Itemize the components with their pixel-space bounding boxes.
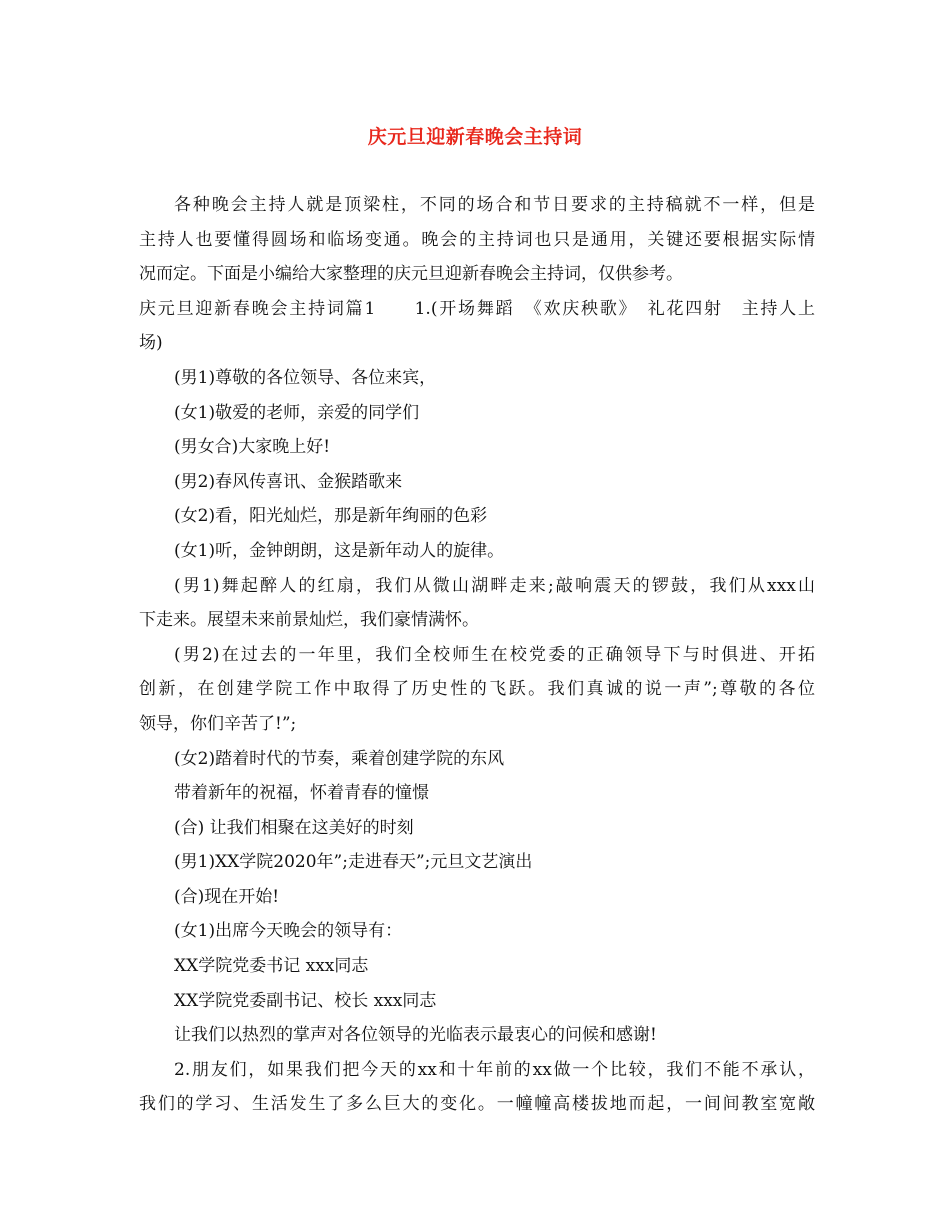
paragraph-line: 下走来。展望未来前景灿烂，我们豪情满怀。 — [139, 610, 479, 631]
paragraph-line: 创新，在创建学院工作中取得了历史性的飞跃。我们真诚的说一声”;尊敬的各位 — [139, 679, 815, 700]
paragraph-line: (男1)XX学院2020年”;走进春天”;元旦文艺演出 — [174, 852, 533, 873]
paragraph-line: (女1)出席今天晚会的领导有： — [174, 921, 403, 942]
paragraph-line: 我们的学习、生活发生了多么巨大的变化。一幢幢高楼拔地而起，一间间教室宽敞 — [139, 1094, 815, 1115]
document-title: 庆元旦迎新春晚会主持词 — [367, 126, 583, 148]
paragraph-line: 庆元旦迎新春晚会主持词篇1 1.(开场舞蹈 《欢庆秧歌》 礼花四射 主持人上 — [139, 298, 815, 319]
paragraph-line: 让我们以热烈的掌声对各位领导的光临表示最衷心的问候和感谢! — [174, 1025, 657, 1046]
paragraph-line: 领导，你们辛苦了!”; — [139, 713, 297, 734]
paragraph-line: (合)现在开始! — [174, 886, 280, 907]
paragraph-line: (女1)敬爱的老师，亲爱的同学们 — [174, 402, 420, 423]
paragraph-line: (男1)尊敬的各位领导、各位来宾， — [174, 367, 437, 388]
paragraph-line: (男女合)大家晚上好! — [174, 437, 331, 458]
paragraph-line: (男2)春风传喜讯、金猴踏歌来 — [174, 471, 403, 492]
paragraph-line: 场) — [139, 333, 163, 354]
paragraph-line: 各种晚会主持人就是顶梁柱，不同的场合和节日要求的主持稿就不一样，但是 — [174, 195, 815, 215]
document-body — [139, 188, 815, 1122]
paragraph-line: (合) 让我们相聚在这美好的时刻 — [174, 817, 414, 838]
paragraph-line: XX学院党委副书记、校长 xxx同志 — [174, 990, 437, 1011]
paragraph-line: (女2)看，阳光灿烂，那是新年绚丽的色彩 — [174, 506, 488, 527]
paragraph-line: (女1)听，金钟朗朗，这是新年动人的旋律。 — [174, 540, 505, 561]
paragraph-line: 况而定。下面是小编给大家整理的庆元旦迎新春晚会主持词，仅供参考。 — [139, 264, 683, 285]
paragraph-line: XX学院党委书记 xxx同志 — [174, 956, 369, 977]
paragraph-line: (男2)在过去的一年里，我们全校师生在校党委的正确领导下与时俱进、开拓 — [174, 644, 815, 665]
paragraph-line: (男1)舞起醉人的红扇，我们从微山湖畔走来;敲响震天的锣鼓，我们从xxx山 — [174, 575, 815, 596]
paragraph-line: 主持人也要懂得圆场和临场变通。晚会的主持词也只是通用，关键还要根据实际情 — [139, 229, 815, 250]
paragraph-line: (女2)踏着时代的节奏，乘着创建学院的东风 — [174, 748, 505, 769]
paragraph-line: 带着新年的祝福，怀着青春的憧憬 — [174, 783, 429, 804]
paragraph-line: 2.朋友们，如果我们把今天的xx和十年前的xx做一个比较，我们不能不承认， — [174, 1059, 815, 1080]
